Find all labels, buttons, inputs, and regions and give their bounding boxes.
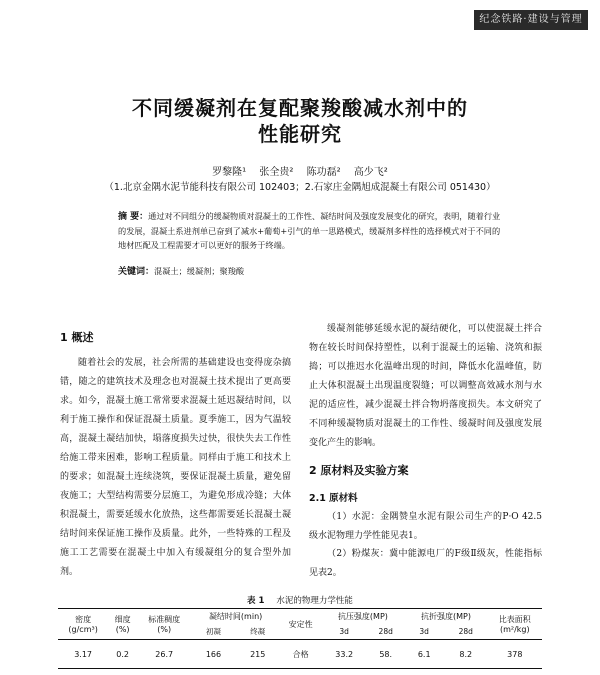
abstract: [118, 209, 502, 252]
cell-soundness: 合格: [280, 640, 322, 669]
author: 张全贵²: [259, 167, 294, 178]
cell-flexural-28d: 8.2: [444, 640, 488, 669]
body-paragraph: （1）水泥：金隅赞皇水泥有限公司生产的P·O 42.5级水泥物理力学性能见表1。: [309, 512, 542, 541]
journal-section-badge: 纪念铁路·建设与管理: [474, 10, 588, 30]
header-consistency: 标准稠度 (%): [137, 609, 191, 640]
header-flexural: 抗折强度(MP): [404, 609, 487, 625]
header-fineness: 细度 (%): [108, 609, 137, 640]
cell-compressive-28d: 58.: [367, 640, 405, 669]
body-paragraph: （2）粉煤灰：冀中能源电厂的F级Ⅱ级灰，性能指标见表2。: [309, 549, 542, 578]
header-compressive-3d: 3d: [339, 627, 349, 636]
abstract-text: 通过对不同组分的缓凝物质对混凝土的工作性、凝结时间及强度发展变化的研究，表明，随着行业的发展，混凝土系进剂单已奋到了减水+葡萄+引气的单一思路模式，缓凝剂多样性的选择模式对于不同的地材匹配及工程需要才可以更好的服务于终端。: [118, 211, 501, 250]
header-initial-set: 初凝: [205, 627, 221, 636]
table-caption-text: 水泥的物理力学性能: [276, 596, 353, 606]
section-heading-materials: 2 原材料及实验方案: [309, 464, 409, 477]
header-final-set: 终凝: [250, 627, 266, 636]
header-flexural-3d: 3d: [419, 627, 429, 636]
keywords-label: 关键词：: [118, 267, 155, 277]
cell-compressive-3d: 33.2: [321, 640, 367, 669]
cell-fineness: 0.2: [108, 640, 137, 669]
cell-consistency: 26.7: [137, 640, 191, 669]
author-list: [0, 163, 600, 178]
affiliation: （1.北京金隅水泥节能科技有限公司 102403；2.石家庄金隅旭成混凝土有限公司 051430）: [104, 182, 496, 193]
author: 罗黎隆¹: [212, 167, 247, 178]
table-caption: [0, 594, 600, 606]
table-label: 表 1: [247, 596, 265, 606]
header-flexural-28d: 28d: [458, 627, 473, 636]
header-density: 密度 (g/cm³): [58, 609, 108, 640]
body-paragraph: 随着社会的发展，社会所需的基础建设也变得庞杂搞错，随之的建筑技术及理念也对混凝土技术提出了更高要求。如今，混凝土施工常常要求混凝土延迟凝结时间，以利于施工操作和保证混凝土质量。夏季施工，因为气温较高，混凝土凝结加快，塌落度损失过快，很快失去工作性给施工带来困难，影响工程质量。同样由于施工和技术上的要求；如混凝土连续浇筑，要保证混凝土质量，避免留夜施工；大型结构需要分层施工，为避免形成冷缝；大体积混凝土，需要延缓水化放热，这些都需要延长混凝土凝结时间来保证施工操作及质量。此外，一些特殊的工程及施工工艺需要在混凝土中加入有缓凝组分的复合型外加剂。: [60, 358, 291, 577]
cell-initial-set: 166: [191, 640, 235, 669]
header-compressive: 抗压强度(MP): [321, 609, 404, 625]
header-setting-time: 凝结时间(min): [191, 609, 279, 625]
article-title-line2: 性能研究: [258, 122, 342, 146]
body-paragraph: 缓凝剂能够延缓水泥的凝结硬化，可以使混凝土拌合物在较长时间保持塑性，以利于混凝土的运输、浇筑和振捣；可以推迟水化温峰出现的时间，降低水化温峰值，防止大体积混凝土出现温度裂缝；可以调整高效减水剂与水泥的适应性，减少混凝土拌合物坍落度损失。本文研究了不同种缓凝物质对混凝土的工作性、缓凝时间及强度发展变化产生的影响。: [309, 324, 542, 448]
section-heading-overview: 1 概述: [60, 331, 94, 344]
cell-density: 3.17: [58, 640, 108, 669]
table-row: [58, 640, 542, 669]
cell-specific-area: 378: [488, 640, 542, 669]
header-specific-area: 比表面积 (m²/kg): [488, 609, 542, 640]
keywords-text: 混凝土；缓凝剂；聚羧酸: [154, 266, 245, 276]
abstract-label: 摘 要：: [118, 212, 149, 222]
author: 陈功磊²: [306, 167, 341, 178]
subsection-heading-raw-materials: 2.1 原材料: [309, 493, 358, 504]
cell-final-set: 215: [236, 640, 280, 669]
cell-flexural-3d: 6.1: [404, 640, 443, 669]
header-soundness: 安定性: [280, 609, 322, 640]
author: 高少飞²: [353, 167, 388, 178]
article-title-line1: 不同缓凝剂在复配聚羧酸减水剂中的: [132, 96, 468, 120]
keywords: [118, 264, 502, 277]
header-compressive-28d: 28d: [378, 627, 393, 636]
cement-properties-table: [58, 608, 542, 669]
